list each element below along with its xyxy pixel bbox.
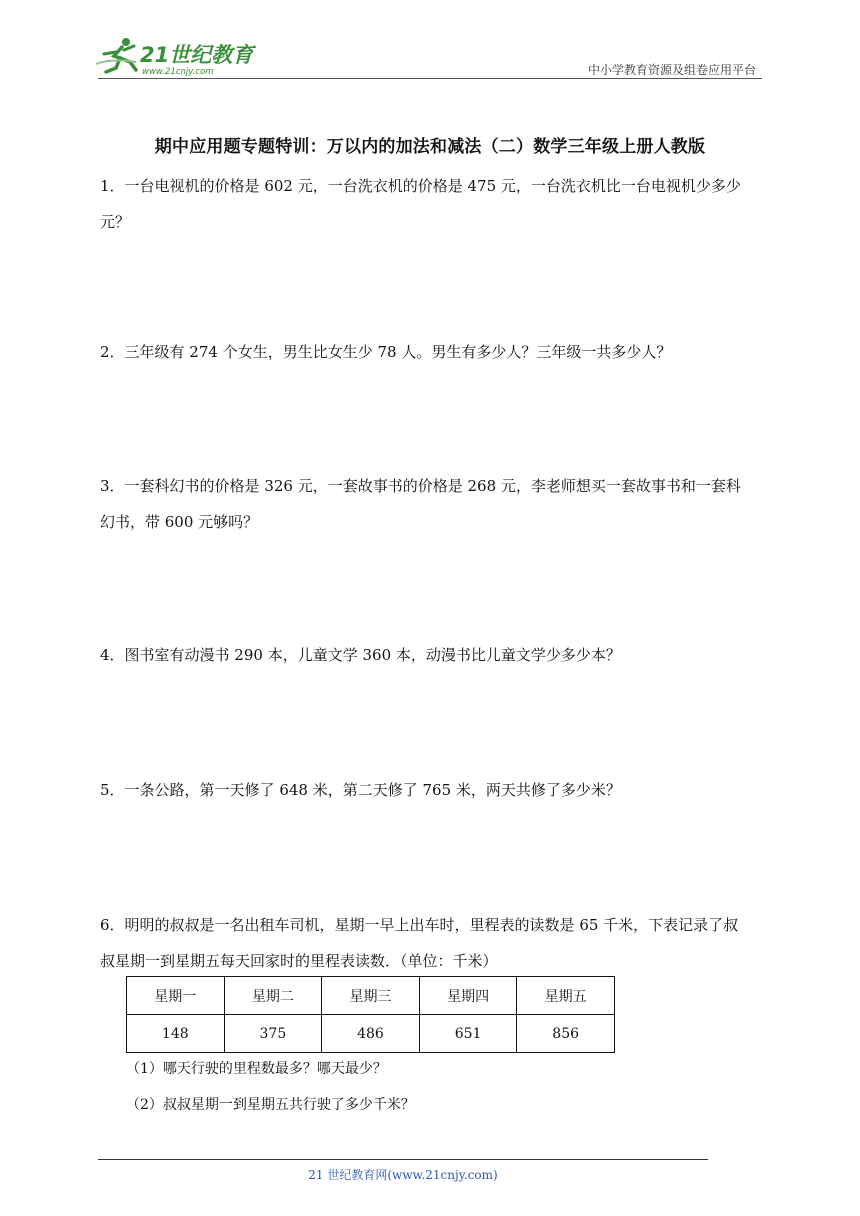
question-6: [100, 907, 768, 979]
svg-text:www.21cnjy.com: www.21cnjy.com: [142, 67, 214, 77]
svg-text:21世纪教育: 21世纪教育: [140, 43, 254, 67]
subquestion-2: （2）叔叔星期一到星期五共行驶了多少千米？: [126, 1097, 415, 1113]
question-1-line-1: 1．一台电视机的价格是 602 元，一台洗衣机的价格是 475 元，一台洗衣机比一台电视机少多少: [100, 177, 741, 195]
subquestion-1: （1）哪天行驶的里程数最多？哪天最少？: [126, 1061, 387, 1077]
table-reading-cell: 148: [127, 1015, 225, 1053]
table-header-row: [127, 977, 615, 1015]
question-5: [100, 772, 768, 808]
table-reading-cell: 486: [322, 1015, 420, 1053]
header-divider: [98, 78, 762, 79]
question-1-line-2: 元？: [100, 213, 131, 231]
footer-text: 21 世纪教育网(www.21cnjy.com): [308, 1168, 498, 1182]
page-title: 期中应用题专题特训：万以内的加法和减法（二）数学三年级上册人教版: [154, 137, 706, 157]
question-6-line-1: 6．明明的叔叔是一名出租车司机，星期一早上出车时，里程表的读数是 65 千米，下表记录了叔: [100, 916, 739, 934]
table-day-cell: 星期五: [517, 977, 615, 1015]
footer-divider: [98, 1159, 708, 1160]
question-3: [100, 468, 768, 540]
question-3-line-2: 幻书，带 600 元够吗？: [100, 513, 259, 531]
table-reading-cell: 375: [224, 1015, 322, 1053]
table-row: [127, 1015, 615, 1053]
table-day-cell: 星期四: [419, 977, 517, 1015]
site-logo: [92, 36, 262, 78]
platform-label: 中小学教育资源及组卷应用平台: [587, 63, 756, 77]
table-reading-cell: 856: [517, 1015, 615, 1053]
table-reading-cell: 651: [419, 1015, 517, 1053]
question-6-line-2: 叔星期一到星期五每天回家时的里程表读数．（单位：千米）: [100, 952, 498, 970]
question-3-line-1: 3．一套科幻书的价格是 326 元，一套故事书的价格是 268 元，李老师想买一套故事书和一套科: [100, 477, 741, 495]
runner-logo-icon: [92, 36, 262, 78]
question-1: [100, 168, 768, 240]
odometer-table: [126, 976, 615, 1053]
table-day-cell: 星期三: [322, 977, 420, 1015]
question-4: [100, 637, 768, 673]
table-day-cell: 星期二: [224, 977, 322, 1015]
table-day-cell: 星期一: [127, 977, 225, 1015]
question-4-line-1: 4．图书室有动漫书 290 本，儿童文学 360 本，动漫书比儿童文学少多少本？: [100, 646, 621, 664]
question-2-line-1: 2．三年级有 274 个女生，男生比女生少 78 人。男生有多少人？三年级一共多少人？: [100, 343, 672, 361]
question-2: [100, 334, 768, 370]
question-5-line-1: 5．一条公路，第一天修了 648 米，第二天修了 765 米，两天共修了多少米？: [100, 781, 621, 799]
